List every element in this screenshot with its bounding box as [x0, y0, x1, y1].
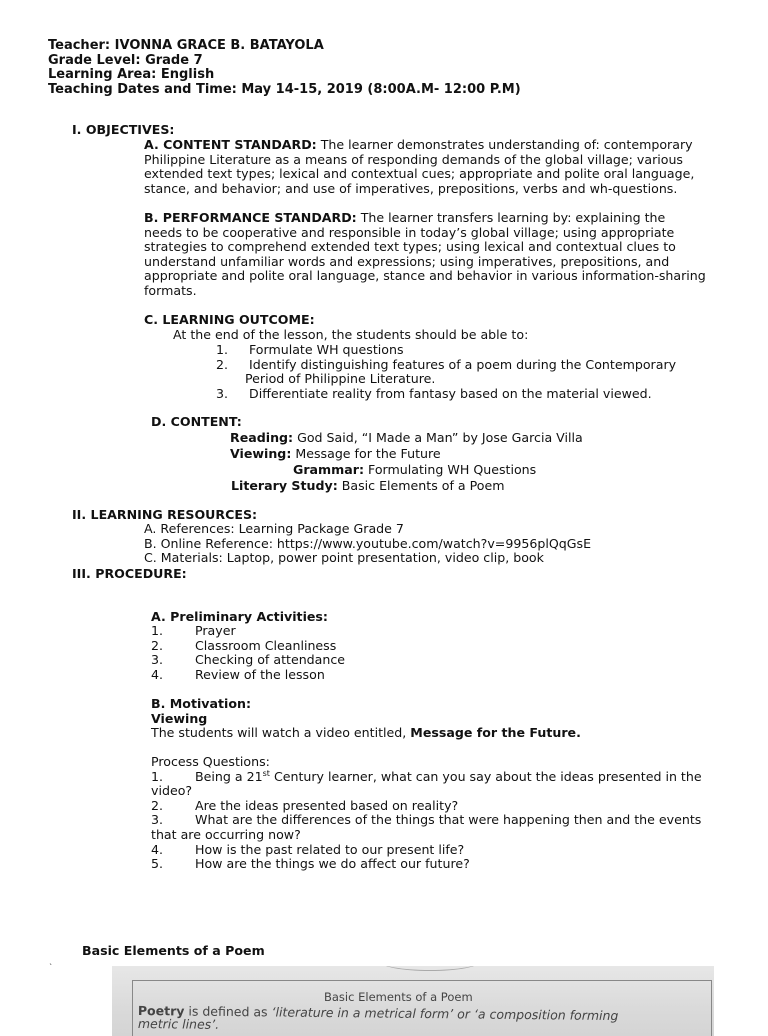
content-reading: Reading: God Said, “I Made a Man” by Jose Garcia Villa [230, 430, 583, 445]
stray-mark: ` [49, 963, 53, 972]
photo-title: Basic Elements of a Poem [324, 990, 473, 1004]
objectives-heading: I. OBJECTIVES: [72, 122, 175, 137]
resource-online-reference: B. Online Reference: https://www.youtube.com/watch?v=9956plQqGsE [144, 535, 592, 551]
motivation-label: B. Motivation: [151, 696, 251, 711]
content-viewing: Viewing: Message for the Future [230, 446, 441, 461]
list-item: 3. Checking of attendance [151, 652, 346, 668]
procedure-heading: III. PROCEDURE: [72, 566, 187, 581]
list-item: 5. How are the things we do affect our future? [151, 856, 470, 872]
learning-area-line: Learning Area: English [48, 67, 215, 83]
list-item: 3. Differentiate reality from fantasy based on the material viewed. [216, 385, 652, 401]
list-item: 3. What are the differences of the things that were happening then and the events [151, 812, 702, 828]
performance-standard: B. PERFORMANCE STANDARD: The learner transfers learning by: explaining the needs to be cooperative and responsible in today’s global village; using appropriate strategies to comprehend extended text types; using lexical and contextual clues to understand unfamiliar words and expressions; using imperatives, prepositions, and appropriate and polite oral language, stance and behavior in various information-sharing formats. [144, 210, 706, 298]
resource-materials: C. Materials: Laptop, power point presentation, video clip, book [144, 550, 544, 566]
list-item: 2. Are the ideas presented based on reality? [151, 797, 459, 813]
motivation-section [151, 697, 581, 741]
document-header [48, 39, 521, 97]
resource-references: A. References: Learning Package Grade 7 [144, 521, 404, 536]
teacher-line: Teacher: IVONNA GRACE B. BATAYOLA [48, 38, 324, 53]
list-item: Period of Philippine Literature. [245, 371, 436, 387]
learning-resources-heading: II. LEARNING RESOURCES: [72, 507, 258, 522]
content-label: D. CONTENT: [151, 414, 242, 429]
book-page-photo [112, 966, 714, 1036]
list-item: 1. Being a 21st Century learner, what can you say about the ideas presented in the [151, 768, 702, 784]
list-item: 2. Classroom Cleanliness [151, 637, 337, 653]
learning-outcome-label: C. LEARNING OUTCOME: [144, 312, 315, 327]
grade-line: Grade Level: Grade 7 [48, 52, 203, 68]
photo-definition: Poetry is defined as ‘literature in a metrical form’ or ‘a composition forming [137, 1003, 619, 1024]
list-item: 1. Formulate WH questions [216, 342, 404, 357]
motivation-text: The students will watch a video entitled, Message for the Future. [151, 725, 581, 741]
content-grammar: Grammar: Formulating WH Questions [293, 462, 537, 477]
content-standard-label: A. CONTENT STANDARD: [144, 137, 317, 152]
page-curve [380, 966, 480, 971]
preliminary-activities-label: A. Preliminary Activities: [151, 609, 328, 624]
teaching-dates-line: Teaching Dates and Time: May 14-15, 2019 (8:00A.M- 12:00 P.M) [48, 81, 521, 97]
list-item: 4. How is the past related to our present life? [151, 841, 465, 857]
poem-section-heading: Basic Elements of a Poem [82, 943, 265, 958]
content-standard: A. CONTENT STANDARD: The learner demonstrates understanding of: contemporary Philippine Literature as a means of responding demands of the global village; various extended text types; lexical and contextual cues; appropriate and polite oral language, stance, and behavior; and use of imperatives, prepositions, verbs and wh-questions. [144, 137, 695, 196]
process-questions: Process Questions: 1. Being a 21st Century learner, what can you say about the ideas presented in the video? 2. Are the ideas presented based on reality? 3. What are the differences of the things that were happening then and the events that are occurring now? 4. How is the past related to our present life? 5. How are the things we do affect our future? [151, 754, 702, 872]
viewing-label: Viewing [151, 710, 208, 726]
list-item: 4. Review of the lesson [151, 666, 325, 682]
list-item: 1. Prayer [151, 623, 236, 638]
content-details [230, 430, 583, 494]
learning-outcome-list [216, 343, 676, 401]
content-literary-study: Literary Study: Basic Elements of a Poem [231, 478, 505, 493]
performance-standard-label: B. PERFORMANCE STANDARD: [144, 210, 357, 225]
list-item: 2. Identify distinguishing features of a poem during the Contemporary [216, 356, 677, 372]
preliminary-activities-list [151, 624, 345, 682]
learning-outcome-intro: At the end of the lesson, the students should be able to: [173, 327, 529, 342]
learning-resources-list [144, 522, 591, 566]
process-questions-label: Process Questions: [151, 754, 270, 769]
photo-definition-cont: metric lines’. [137, 1016, 220, 1032]
